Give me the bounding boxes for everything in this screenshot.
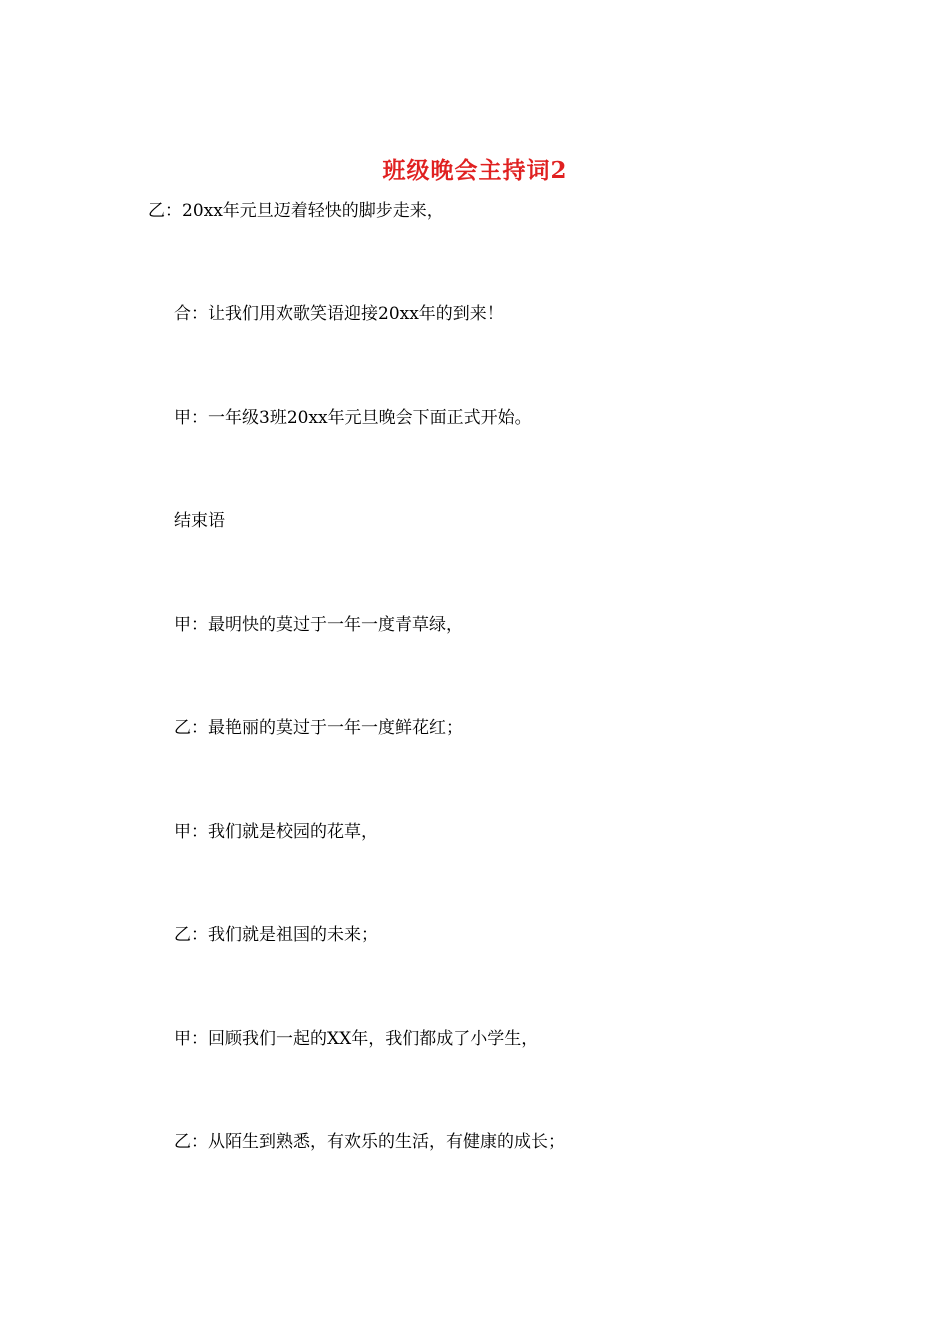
paragraph-line: 乙：我们就是祖国的未来； [174, 925, 378, 945]
paragraph-line: 合：让我们用欢歌笑语迎接20xx年的到来！ [174, 304, 504, 324]
paragraph-line: 乙：20xx年元旦迈着轻快的脚步走来， [148, 201, 444, 221]
paragraph-line: 乙：最艳丽的莫过于一年一度鲜花红； [174, 718, 463, 738]
paragraph-line: 乙：从陌生到熟悉，有欢乐的生活，有健康的成长； [174, 1132, 565, 1152]
paragraph-line: 甲：一年级3班20xx年元旦晚会下面正式开始。 [174, 408, 532, 428]
document-title: 班级晚会主持词2 [382, 157, 568, 184]
paragraph-line: 甲：最明快的莫过于一年一度青草绿， [174, 615, 463, 635]
section-heading: 结束语 [174, 511, 225, 531]
paragraph-line: 甲：回顾我们一起的XX年，我们都成了小学生， [174, 1029, 539, 1049]
paragraph-line: 甲：我们就是校园的花草， [174, 822, 378, 842]
